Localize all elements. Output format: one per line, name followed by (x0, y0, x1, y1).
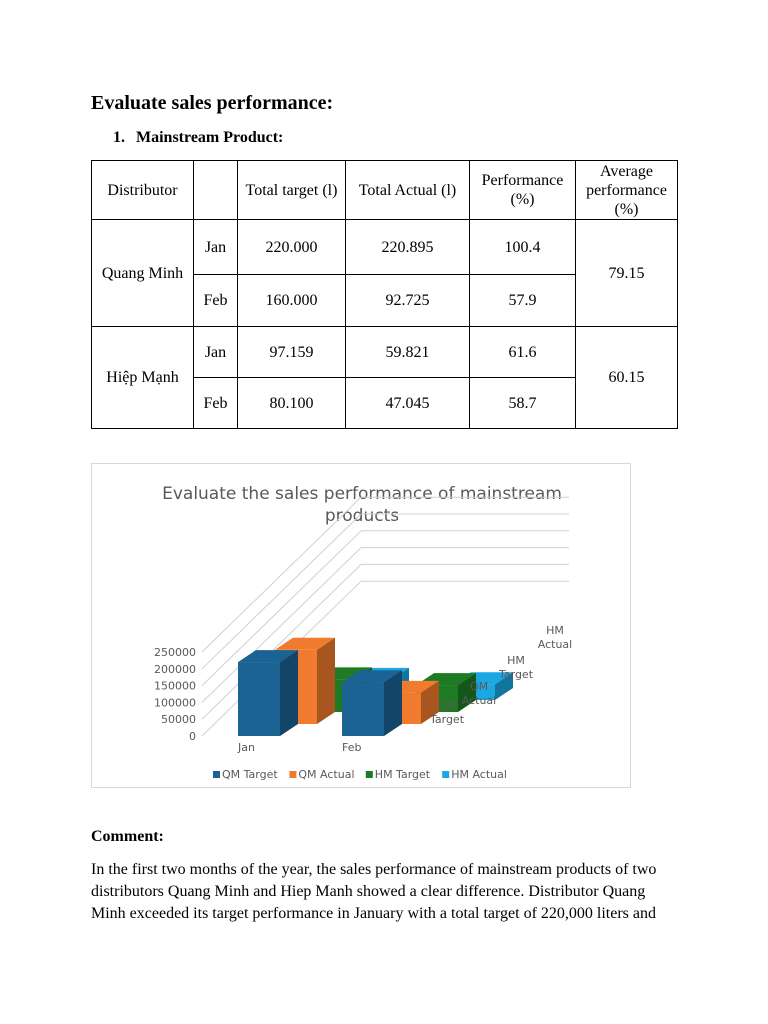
x-category-label: Feb (342, 741, 362, 754)
cell-actual: 59.821 (346, 327, 470, 378)
chart-3d-bar (92, 464, 632, 789)
legend-swatch (213, 771, 220, 778)
header-total-actual: Total Actual (l) (346, 161, 470, 220)
cell-performance: 61.6 (470, 327, 576, 378)
cell-month: Feb (194, 275, 238, 327)
cell-average: 79.15 (576, 220, 678, 327)
header-month (194, 161, 238, 220)
y-tick-label: 100000 (154, 696, 196, 710)
depth-axis-label: QM (469, 680, 489, 693)
header-average-performance: Average performance (%) (576, 161, 678, 220)
depth-axis-label: Actual (537, 638, 573, 651)
bar-side (280, 650, 298, 736)
y-tick-label: 200000 (154, 662, 196, 676)
performance-table (91, 160, 678, 429)
comment-line: distributors Quang Minh and Hiep Manh showed a clear difference. Distributor Quang (91, 883, 646, 900)
cell-performance: 100.4 (470, 220, 576, 275)
cell-target: 80.100 (238, 378, 346, 429)
cell-actual: 92.725 (346, 275, 470, 327)
header-distributor: Distributor (92, 161, 194, 220)
cell-distributor: Hiệp Mạnh (92, 327, 194, 429)
gridline (202, 497, 361, 652)
comment-paragraph (91, 859, 681, 925)
cell-average: 60.15 (576, 327, 678, 429)
legend-label: QM Actual (298, 768, 355, 781)
bar-front (238, 662, 280, 736)
table-row (92, 327, 678, 378)
chart-title: products (324, 506, 400, 526)
y-tick-label: 0 (189, 730, 196, 743)
cell-target: 160.000 (238, 275, 346, 327)
depth-axis-label: HM (546, 624, 564, 637)
legend-label: HM Target (374, 768, 431, 781)
legend-label: QM Target (222, 768, 278, 781)
cell-target: 97.159 (238, 327, 346, 378)
section-heading (113, 129, 283, 147)
cell-distributor: Quang Minh (92, 220, 194, 327)
cell-month: Jan (194, 220, 238, 275)
y-tick-label: 150000 (154, 679, 196, 693)
header-total-target: Total target (l) (238, 161, 346, 220)
header-performance: Performance (%) (470, 161, 576, 220)
legend-label: HM Actual (451, 768, 507, 781)
table-header-row (92, 161, 678, 220)
legend-swatch (289, 771, 296, 778)
depth-axis-label: Actual (461, 694, 497, 707)
chart-container (91, 463, 631, 788)
cell-month: Feb (194, 378, 238, 429)
legend-swatch (366, 771, 373, 778)
cell-actual: 220.895 (346, 220, 470, 275)
comment-line: In the first two months of the year, the sales performance of mainstream products of two (91, 861, 657, 878)
cell-target: 220.000 (238, 220, 346, 275)
comment-heading: Comment: (91, 828, 164, 845)
legend-swatch (442, 771, 449, 778)
y-tick-label: 50000 (161, 713, 196, 727)
section-number: 1. (113, 129, 125, 146)
cell-performance: 57.9 (470, 275, 576, 327)
x-category-label: Jan (238, 741, 255, 754)
y-tick-label: 250000 (154, 646, 196, 659)
depth-axis-label: Target (429, 713, 465, 726)
chart-title: Evaluate the sales performance of mainstream (162, 484, 562, 504)
bar-side (317, 638, 335, 724)
cell-month: Jan (194, 327, 238, 378)
cell-performance: 58.7 (470, 378, 576, 429)
cell-actual: 47.045 (346, 378, 470, 429)
page-heading: Evaluate sales performance: (91, 92, 334, 114)
section-title: Mainstream Product: (136, 129, 284, 146)
table-row (92, 220, 678, 275)
depth-axis-label: HM (507, 654, 525, 667)
depth-axis-label: QM (437, 699, 457, 712)
comment-line: Minh exceeded its target performance in January with a total target of 220,000 liters and (91, 905, 657, 922)
bar-front (342, 682, 384, 736)
depth-axis-label: Target (498, 668, 534, 681)
